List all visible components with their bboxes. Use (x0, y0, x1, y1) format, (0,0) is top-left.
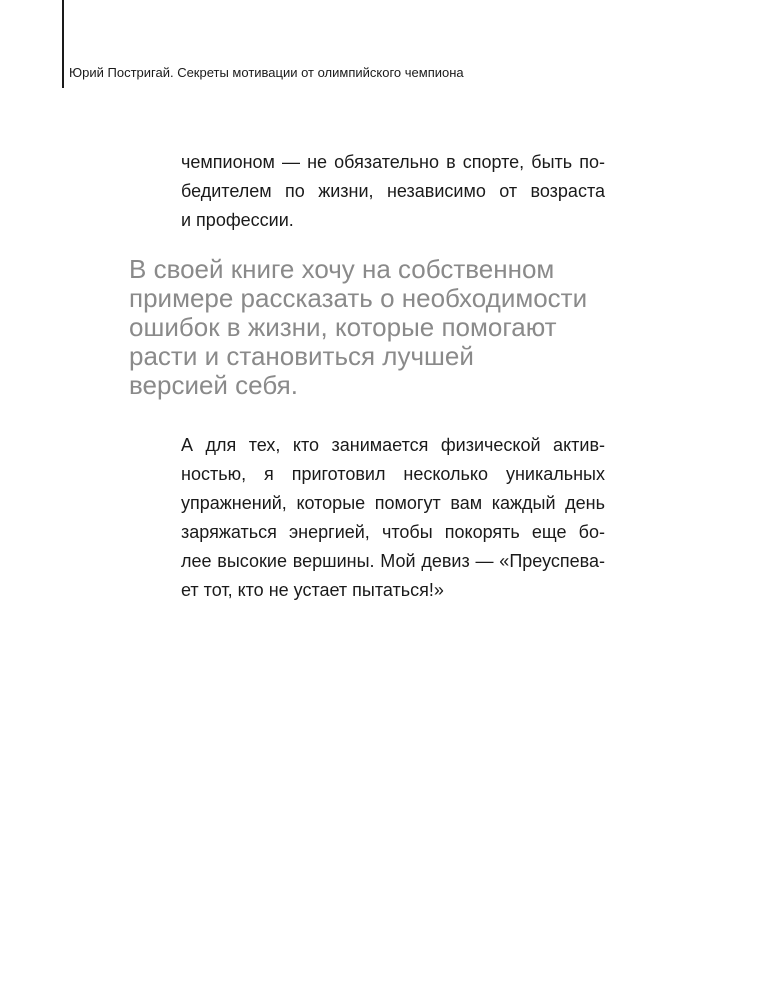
paragraph-line: лее высокие вершины. Мой девиз — «Преуспева- (181, 551, 605, 571)
paragraph-line: ностью, я приготовил несколько уникальных (181, 464, 605, 484)
pull-quote-line: ошибок в жизни, которые помогают (129, 312, 557, 342)
paragraph-line: чемпионом — не обязательно в спорте, быть по- (181, 152, 605, 172)
pull-quote (129, 255, 649, 400)
paragraph-line: А для тех, кто занимается физической актив- (181, 435, 605, 455)
pull-quote-line: В своей книге хочу на собственном (129, 254, 555, 284)
paragraph-line: ет тот, кто не устает пытаться!» (181, 580, 444, 600)
pull-quote-line: версией себя. (129, 370, 298, 400)
margin-rule (62, 0, 64, 88)
pull-quote-line: примере рассказать о необходимости (129, 283, 588, 313)
paragraph-line: упражнений, которые помогут вам каждый день (181, 493, 605, 513)
paragraph-line: заряжаться энергией, чтобы покорять еще бо- (181, 522, 605, 542)
paragraph-line: и профессии. (181, 210, 294, 230)
body-paragraph-2 (181, 431, 605, 605)
paragraph-line: бедителем по жизни, независимо от возраста (181, 181, 605, 201)
body-paragraph-1 (181, 148, 605, 235)
running-head: Юрий Постригай. Секреты мотивации от олимпийского чемпиона (69, 65, 464, 80)
pull-quote-line: расти и становиться лучшей (129, 341, 474, 371)
